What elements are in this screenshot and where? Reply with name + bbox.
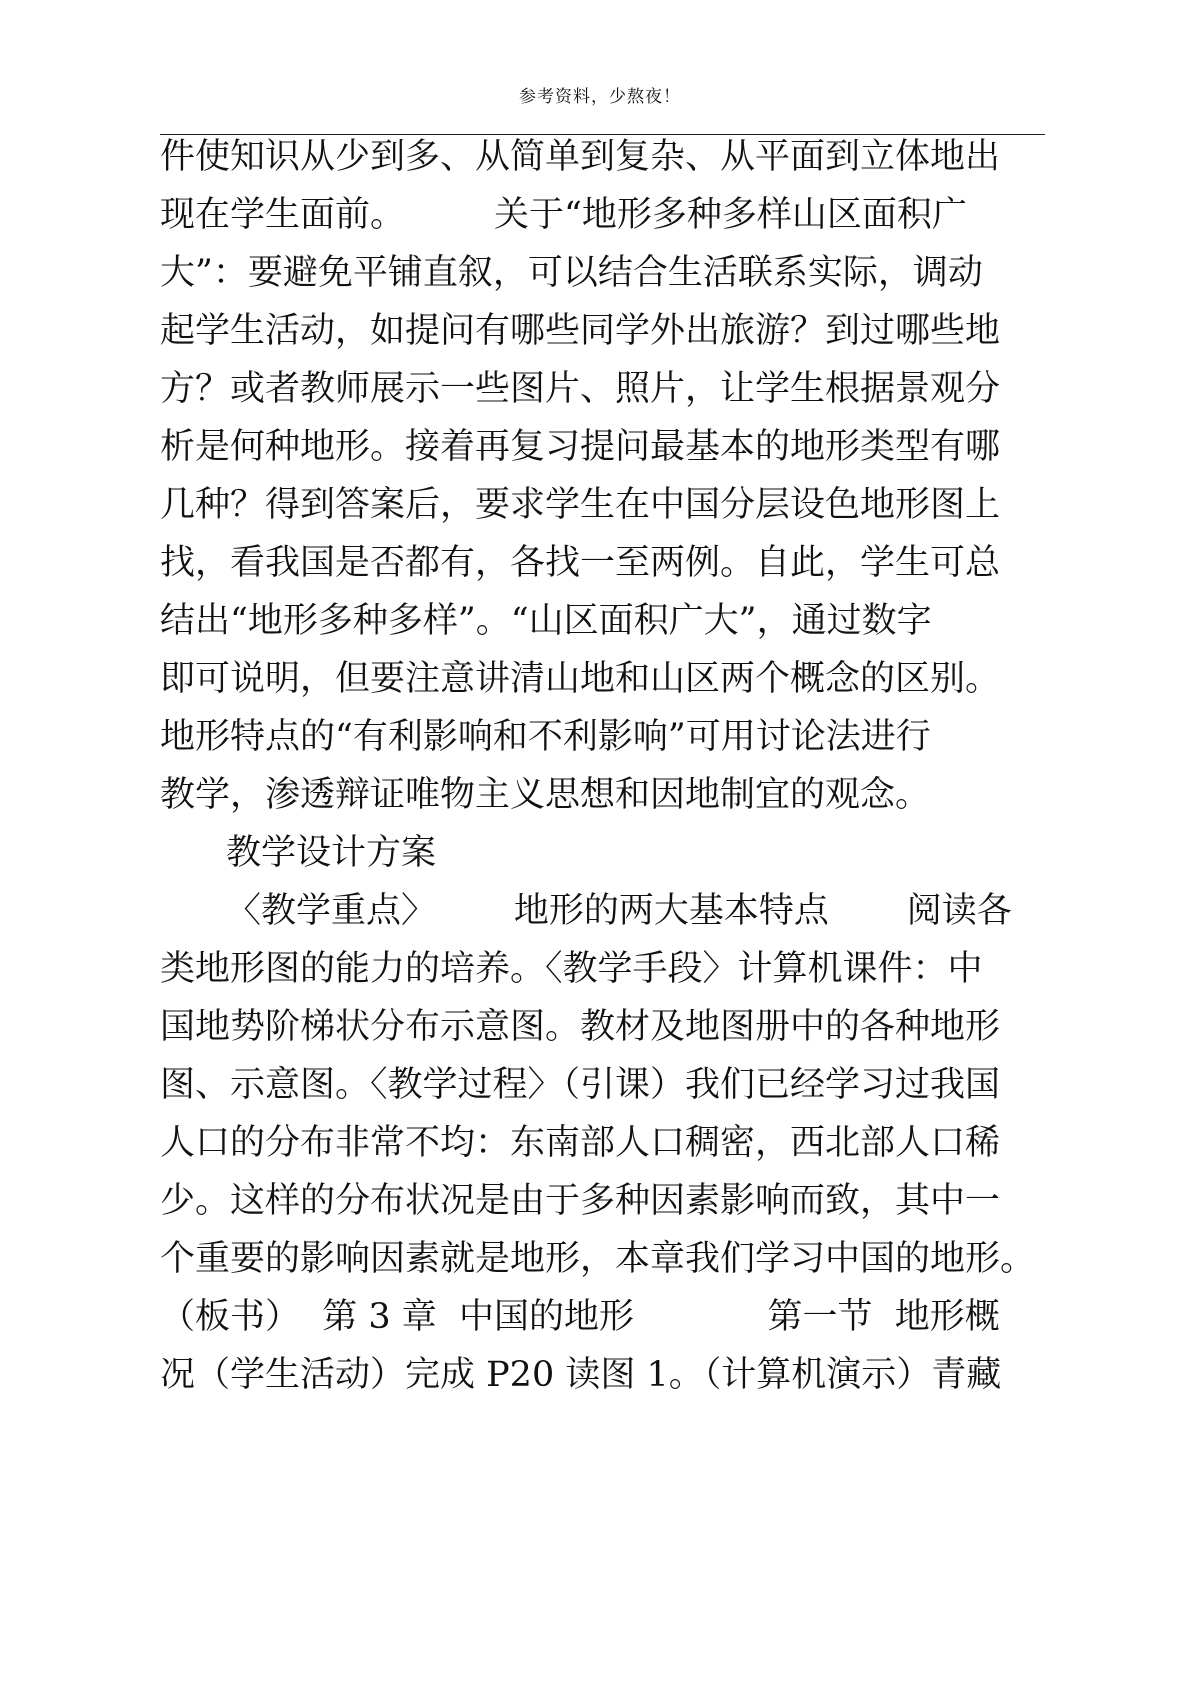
text-line: 现在学生面前。 关于“地形多种多样山区面积广	[160, 195, 967, 235]
text-line: 个重要的影响因素就是地形，本章我们学习中国的地形。	[160, 1239, 1036, 1279]
text-line: 起学生活动，如提问有哪些同学外出旅游？到过哪些地	[160, 311, 1001, 351]
text-line: 找，看我国是否都有，各找一至两例。自此，学生可总	[160, 543, 1001, 583]
section-heading: 教学设计方案	[226, 833, 437, 873]
page-header: 参考资料，少熬夜！	[519, 87, 681, 107]
text-line: 方？或者教师展示一些图片、照片，让学生根据景观分	[160, 369, 1001, 409]
text-line: （板书） 第 3 章 中国的地形 第一节 地形概	[160, 1297, 1000, 1337]
text-line: 大”：要避免平铺直叙，可以结合生活联系实际，调动	[160, 253, 983, 293]
text-line: 即可说明，但要注意讲清山地和山区两个概念的区别。	[160, 659, 1001, 699]
text-line: 况（学生活动）完成 P20 读图 1。（计算机演示）青藏	[160, 1355, 1002, 1395]
text-line: 地形特点的“有利影响和不利影响”可用讨论法进行	[160, 717, 931, 757]
text-line: 教学，渗透辩证唯物主义思想和因地制宜的观念。	[160, 775, 931, 815]
text-line: 图、示意图。〈教学过程〉（引课）我们已经学习过我国	[160, 1065, 1001, 1105]
text-line: 类地形图的能力的培养。〈教学手段〉计算机课件：中	[160, 949, 983, 989]
text-line: 人口的分布非常不均：东南部人口稠密，西北部人口稀	[160, 1123, 1001, 1163]
text-line: 几种？得到答案后，要求学生在中国分层设色地形图上	[160, 485, 1001, 525]
text-line: 国地势阶梯状分布示意图。教材及地图册中的各种地形	[160, 1007, 1001, 1047]
text-line: 件使知识从少到多、从简单到复杂、从平面到立体地出	[160, 137, 1001, 177]
text-line: 析是何种地形。接着再复习提问最基本的地形类型有哪	[160, 427, 1001, 467]
text-line: 少。这样的分布状况是由于多种因素影响而致，其中一	[160, 1181, 1001, 1221]
document-body	[160, 128, 1120, 1404]
text-line: 〈教学重点〉 地形的两大基本特点 阅读各	[226, 891, 1012, 931]
text-line: 结出“地形多种多样”。“山区面积广大”，通过数字	[160, 601, 932, 641]
